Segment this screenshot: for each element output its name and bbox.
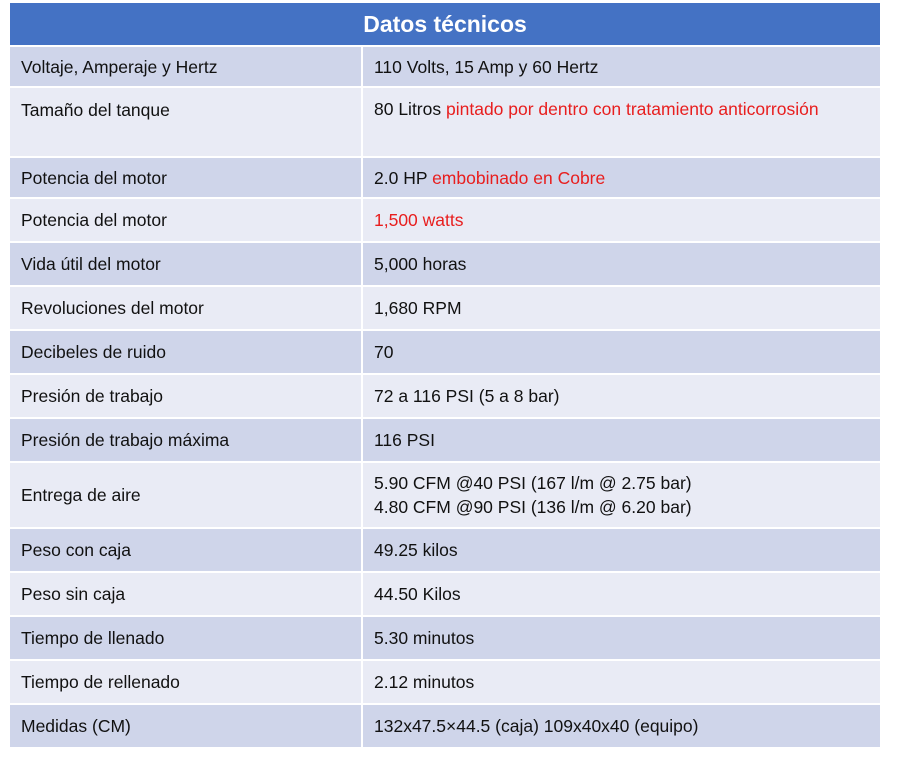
spec-label: Entrega de aire (10, 462, 362, 528)
table-row (10, 418, 880, 462)
spec-value (362, 418, 880, 462)
spec-label: Tamaño del tanque (10, 87, 362, 157)
spec-value (362, 462, 880, 528)
spec-value (362, 572, 880, 616)
spec-label: Potencia del motor (10, 157, 362, 198)
spec-label: Peso sin caja (10, 572, 362, 616)
table-row (10, 286, 880, 330)
spec-label: Presión de trabajo máxima (10, 418, 362, 462)
spec-label: Revoluciones del motor (10, 286, 362, 330)
spec-label: Medidas (CM) (10, 704, 362, 748)
spec-value-text: 72 a 116 PSI (5 a 8 bar) (374, 386, 560, 406)
table-row (10, 660, 880, 704)
spec-label: Decibeles de ruido (10, 330, 362, 374)
spec-value (362, 87, 880, 157)
spec-value-text: 2.12 minutos (374, 672, 475, 692)
spec-value-line: 5.90 CFM @40 PSI (167 l/m @ 2.75 bar) (374, 473, 692, 493)
spec-value (362, 198, 880, 242)
spec-value (362, 374, 880, 418)
table-row (10, 87, 880, 157)
spec-value (362, 660, 880, 704)
table-row (10, 46, 880, 87)
table-row (10, 242, 880, 286)
spec-label: Potencia del motor (10, 198, 362, 242)
table-row (10, 528, 880, 572)
table-row (10, 704, 880, 748)
technical-data-table (10, 3, 880, 749)
spec-value-text: 116 PSI (374, 430, 435, 450)
table-row (10, 374, 880, 418)
spec-value-text: 2.0 HP (374, 167, 428, 188)
spec-value-text: 80 Litros (374, 99, 442, 119)
table-row (10, 462, 880, 528)
spec-value-text: 1,680 RPM (374, 298, 462, 318)
spec-value (362, 157, 880, 198)
table-row (10, 157, 880, 198)
spec-value-text: 5,000 horas (374, 254, 467, 274)
spec-value-text: 110 Volts, 15 Amp y 60 Hertz (374, 56, 599, 77)
spec-value (362, 286, 880, 330)
table-header-row (10, 3, 880, 46)
spec-value-text: 44.50 Kilos (374, 584, 461, 604)
spec-value-text: 70 (374, 342, 394, 362)
spec-value (362, 528, 880, 572)
spec-value-text: 5.30 minutos (374, 628, 475, 648)
spec-label: Peso con caja (10, 528, 362, 572)
table-title: Datos técnicos (10, 3, 880, 46)
spec-value (362, 616, 880, 660)
spec-label: Presión de trabajo (10, 374, 362, 418)
spec-value (362, 704, 880, 748)
spec-value-line: 4.80 CFM @90 PSI (136 l/m @ 6.20 bar) (374, 497, 692, 517)
table-row (10, 616, 880, 660)
spec-label: Tiempo de rellenado (10, 660, 362, 704)
spec-value-highlight: 1,500 watts (374, 210, 464, 230)
spec-value (362, 242, 880, 286)
table-row (10, 330, 880, 374)
spec-value-highlight: embobinado en Cobre (432, 167, 606, 188)
spec-value (362, 46, 880, 87)
spec-value (362, 330, 880, 374)
spec-label: Vida útil del motor (10, 242, 362, 286)
spec-value-highlight: pintado por dentro con tratamiento anticorrosión (446, 99, 819, 119)
spec-value-text: 132x47.5×44.5 (caja) 109x40x40 (equipo) (374, 716, 699, 736)
spec-label: Voltaje, Amperaje y Hertz (10, 46, 362, 87)
spec-label: Tiempo de llenado (10, 616, 362, 660)
table-row (10, 198, 880, 242)
spec-value-text: 49.25 kilos (374, 540, 458, 560)
table-row (10, 572, 880, 616)
